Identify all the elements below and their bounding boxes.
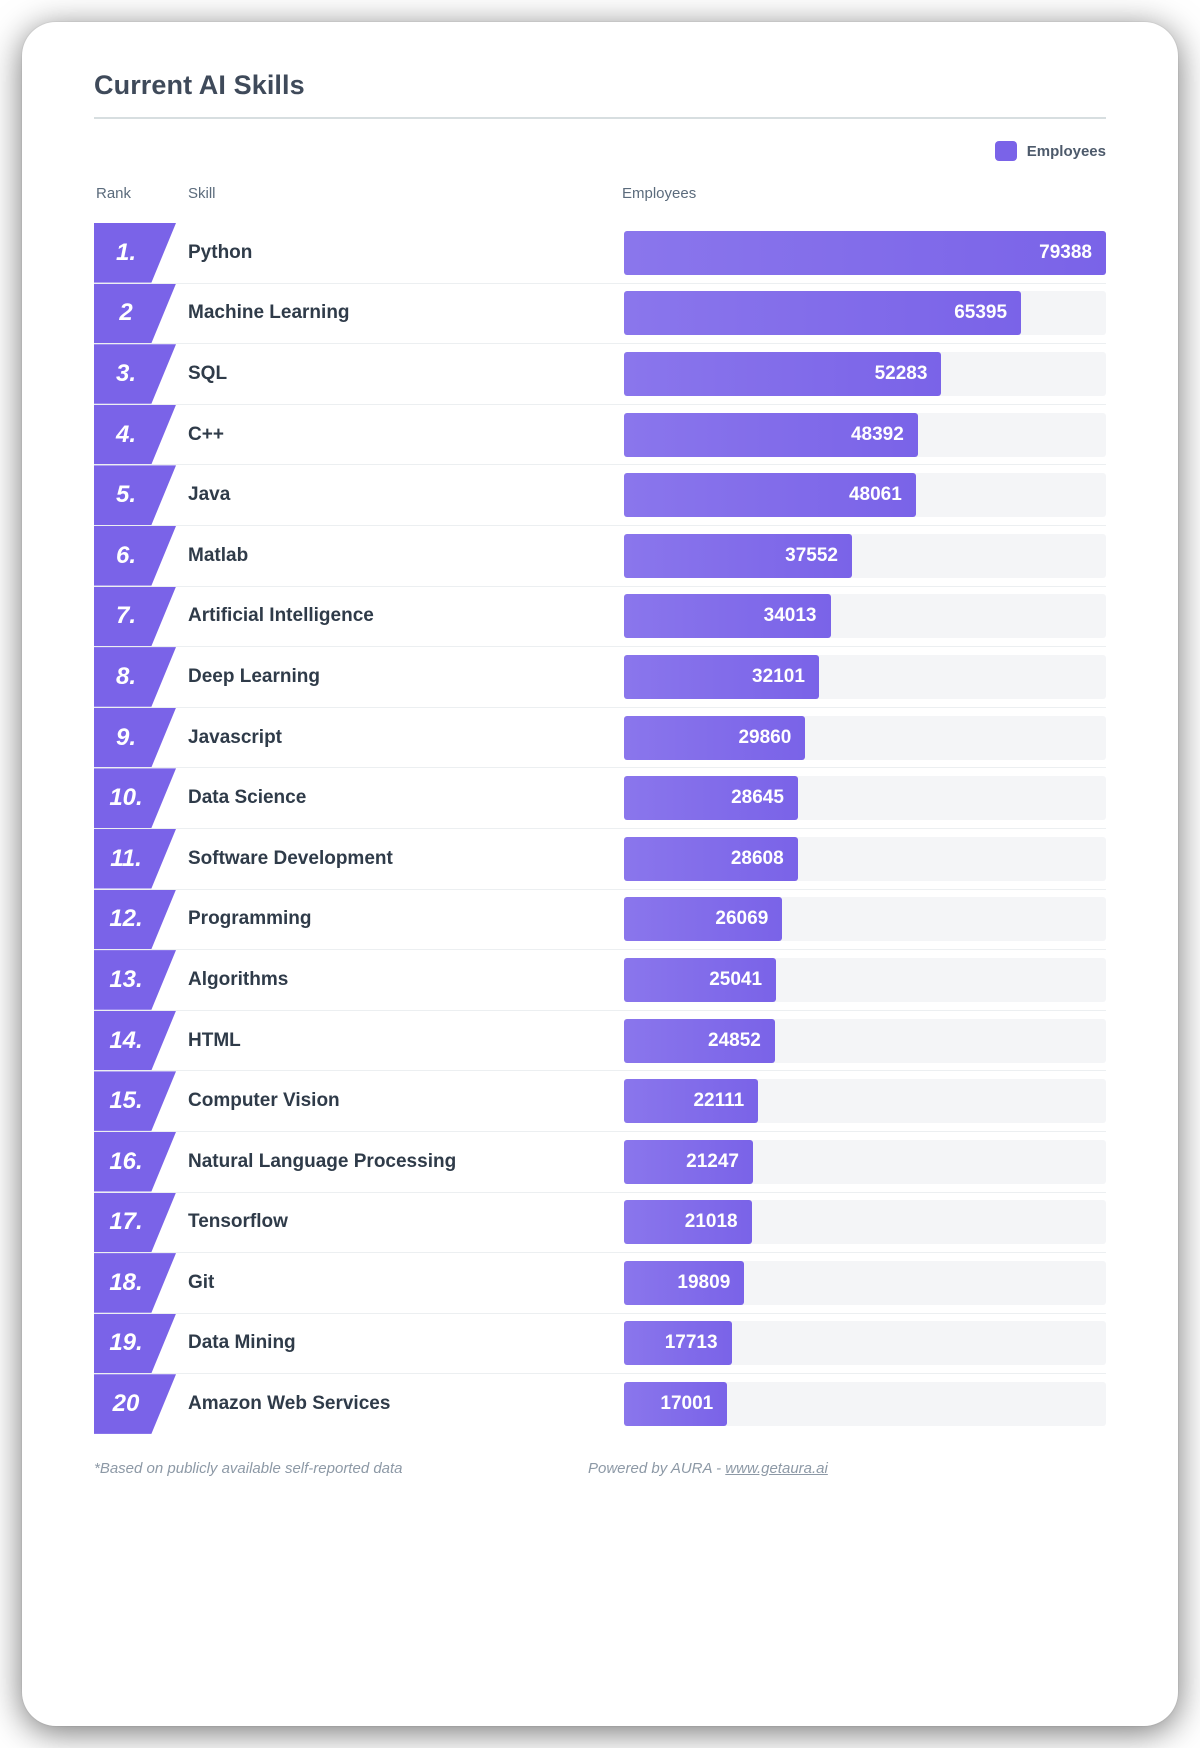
bar-value-label: 29860 [738, 726, 792, 748]
skill-name: HTML [188, 1029, 241, 1051]
bar [624, 1140, 753, 1184]
skill-name: Tensorflow [188, 1211, 288, 1233]
rank-badge [94, 284, 176, 344]
skill-name: Deep Learning [188, 665, 320, 687]
rank-badge [94, 223, 176, 283]
rank-badge [94, 344, 176, 404]
bar-value-label: 79388 [1039, 241, 1092, 263]
table-row [94, 890, 1106, 951]
bar [624, 897, 782, 941]
rank-badge [94, 768, 176, 828]
table-row [94, 1314, 1106, 1375]
bar-track [624, 837, 1106, 881]
table-row [94, 587, 1106, 648]
bar [624, 594, 831, 638]
table-row [94, 465, 1106, 526]
table-row [94, 284, 1106, 345]
skill-name: Data Science [188, 787, 307, 809]
rank-number: 18. [109, 1268, 143, 1296]
bar-value-label: 25041 [709, 968, 763, 990]
skill-name: Programming [188, 908, 312, 930]
bar [624, 534, 852, 578]
column-header-skill: Skill [188, 185, 216, 202]
bar [624, 231, 1106, 275]
column-headers [94, 185, 1106, 215]
bar-track [624, 716, 1106, 760]
bar-track [624, 655, 1106, 699]
legend-swatch-employees [995, 141, 1017, 161]
bar [624, 1019, 775, 1063]
rank-number: 11. [110, 844, 142, 872]
table-row [94, 1132, 1106, 1193]
chart-legend [74, 141, 1106, 161]
bar-track [624, 413, 1106, 457]
bar [624, 413, 918, 457]
table-row [94, 950, 1106, 1011]
bar-value-label: 24852 [708, 1029, 761, 1051]
skill-name: Data Mining [188, 1332, 296, 1354]
bar-track [624, 776, 1106, 820]
rank-number: 1. [115, 238, 136, 266]
skill-name: Machine Learning [188, 302, 350, 324]
column-header-employees: Employees [622, 185, 697, 202]
bar [624, 1382, 727, 1426]
bar-value-label: 34013 [763, 605, 817, 627]
table-row [94, 829, 1106, 890]
bar [624, 1321, 732, 1365]
rank-badge [94, 1253, 176, 1313]
bar [624, 1079, 758, 1123]
rank-badge [94, 950, 176, 1010]
rank-number: 5. [115, 481, 136, 509]
rank-number: 14. [109, 1026, 143, 1054]
bar-value-label: 65395 [954, 302, 1008, 324]
skill-name: Algorithms [188, 968, 289, 990]
rank-number: 10. [109, 784, 143, 812]
rank-badge [94, 708, 176, 768]
rank-badge [94, 1071, 176, 1131]
bar-value-label: 26069 [715, 908, 769, 930]
bar-value-label: 52283 [874, 362, 928, 384]
footnote: *Based on publicly available self-reported data [94, 1459, 403, 1477]
table-row [94, 1071, 1106, 1132]
rank-number: 2 [119, 299, 133, 327]
rank-badge [94, 647, 176, 707]
skill-name: SQL [188, 362, 228, 384]
bar [624, 1261, 744, 1305]
table-row [94, 1374, 1106, 1434]
rank-badge [94, 465, 176, 525]
bar-value-label: 28645 [731, 787, 784, 809]
skill-name: Matlab [188, 544, 249, 566]
rank-badge [94, 1132, 176, 1192]
bar-value-label: 32101 [752, 665, 805, 687]
legend-label-employees: Employees [1026, 142, 1106, 160]
table-row [94, 708, 1106, 769]
rank-badge [94, 1374, 176, 1434]
bar-track [624, 897, 1106, 941]
title-divider [94, 117, 1106, 119]
bar [624, 291, 1021, 335]
bar-value-label: 21247 [686, 1150, 739, 1172]
bar-track [624, 1321, 1106, 1365]
bar [624, 716, 805, 760]
bar-value-label: 17713 [664, 1332, 718, 1354]
skill-name: Java [188, 484, 231, 506]
rank-badge [94, 526, 176, 586]
rank-number: 3. [115, 359, 136, 387]
bar-track [624, 534, 1106, 578]
table-row [94, 344, 1106, 405]
bar [624, 473, 916, 517]
bar-value-label: 21018 [684, 1211, 738, 1233]
skill-name: Javascript [188, 726, 283, 748]
table-row [94, 405, 1106, 466]
rank-badge [94, 1193, 176, 1253]
skill-name: Software Development [188, 847, 393, 869]
bar-value-label: 17001 [660, 1393, 714, 1415]
rank-badge [94, 890, 176, 950]
rank-number: 7. [115, 602, 136, 630]
rank-number: 20 [112, 1390, 140, 1418]
column-header-rank: Rank [96, 185, 132, 202]
bar-value-label: 22111 [693, 1090, 745, 1112]
rank-number: 9. [115, 723, 136, 751]
skill-name: Amazon Web Services [188, 1393, 391, 1415]
bar-track [624, 1200, 1106, 1244]
rank-number: 15. [109, 1087, 143, 1115]
bar [624, 1200, 752, 1244]
skill-name: Git [188, 1271, 215, 1293]
skill-name: Computer Vision [188, 1090, 340, 1112]
skill-name: Natural Language Processing [188, 1150, 457, 1172]
powered-by-prefix: Powered by AURA - [588, 1459, 726, 1477]
rank-number: 13. [109, 965, 143, 993]
bar-value-label: 28608 [730, 847, 784, 869]
page-title: Current AI Skills [94, 70, 305, 100]
bar-track [624, 231, 1106, 275]
bar-track [624, 594, 1106, 638]
powered-by [588, 1460, 828, 1477]
bar-track [624, 1382, 1106, 1426]
table-row [94, 768, 1106, 829]
rank-number: 4. [115, 420, 136, 448]
rank-badge [94, 587, 176, 647]
bar-value-label: 37552 [785, 544, 838, 566]
table-row [94, 223, 1106, 284]
report-card [22, 22, 1178, 1726]
bar-track [624, 1261, 1106, 1305]
skill-name: C++ [188, 423, 224, 445]
bar [624, 958, 776, 1002]
rank-number: 17. [109, 1208, 143, 1236]
bar-track [624, 473, 1106, 517]
bar-track [624, 1079, 1106, 1123]
rank-number: 8. [115, 662, 136, 690]
bar-value-label: 48392 [850, 423, 904, 445]
bar-track [624, 291, 1106, 335]
skills-list [94, 223, 1106, 1434]
rank-number: 6. [115, 541, 136, 569]
bar-track [624, 958, 1106, 1002]
bar-track [624, 1140, 1106, 1184]
table-row [94, 647, 1106, 708]
rank-badge [94, 1011, 176, 1071]
bar [624, 655, 819, 699]
bar [624, 837, 798, 881]
table-row [94, 1193, 1106, 1254]
bar [624, 776, 798, 820]
rank-number: 12. [109, 905, 143, 933]
bar-value-label: 48061 [848, 484, 902, 506]
skill-name: Artificial Intelligence [188, 605, 374, 627]
rank-number: 16. [109, 1147, 143, 1175]
rank-badge [94, 1314, 176, 1374]
bar-track [624, 1019, 1106, 1063]
table-row [94, 1011, 1106, 1072]
bar-track [624, 352, 1106, 396]
skill-name: Python [188, 241, 253, 263]
rank-badge [94, 829, 176, 889]
aura-link[interactable]: www.getaura.ai [725, 1459, 828, 1477]
bar-value-label: 19809 [677, 1271, 731, 1293]
card-footer [94, 1460, 1106, 1490]
table-row [94, 1253, 1106, 1314]
table-row [94, 526, 1106, 587]
rank-badge [94, 405, 176, 465]
rank-number: 19. [109, 1329, 143, 1357]
bar [624, 352, 941, 396]
